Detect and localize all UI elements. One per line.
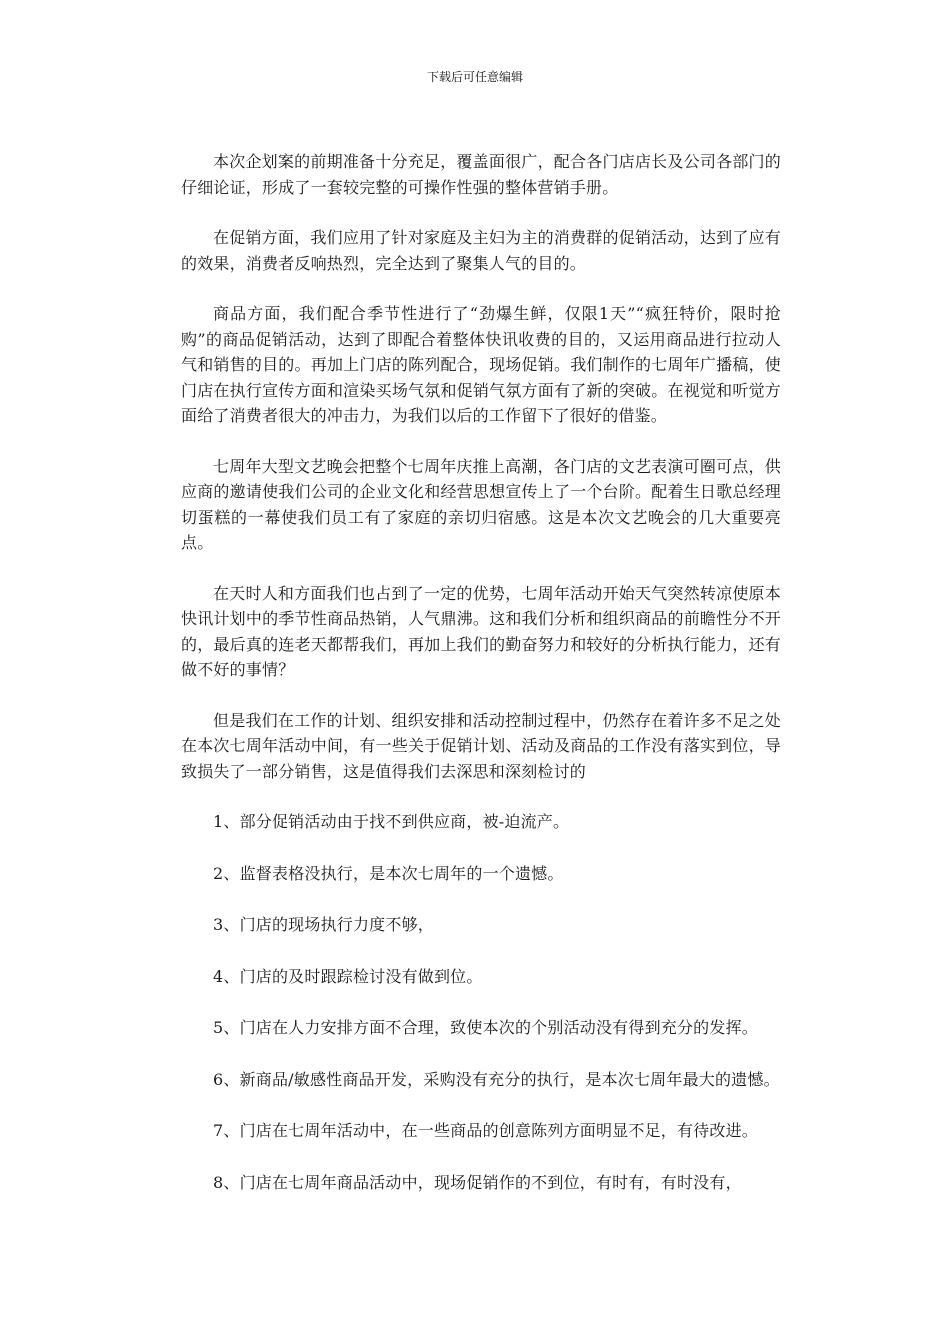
list-item: 8、门店在七周年商品活动中，现场促销作的不到位，有时有，有时没有， — [213, 1172, 742, 1192]
paragraph-preparation: 本次企划案的前期准备十分充足，覆盖面很广，配合各门店店长及公司各部门的仔细论证，形成了一套较完整的可操作性强的整体营销手册。 — [181, 152, 781, 197]
list-item: 5、门店在人力安排方面不合理，致使本次的个别活动没有得到充分的发挥。 — [213, 1018, 758, 1037]
list-item: 3、门店的现场执行力度不够， — [213, 915, 434, 934]
document-body — [181, 149, 781, 1221]
list-item: 6、新商品/敏感性商品开发，采购没有充分的执行，是本次七周年最大的遗憾。 — [213, 1069, 780, 1089]
paragraph-promotion: 在促销方面，我们应用了针对家庭及主妇为主的消费群的促销活动，达到了应有的效果，消费者反响热烈，完全达到了聚集人气的目的。 — [181, 228, 781, 273]
paragraph-shortcomings: 但是我们在工作的计划、组织安排和活动控制过程中，仍然存在着许多不足之处在本次七周年活动中间，有一些关于促销计划、活动及商品的工作没有落实到位，导致损失了一部分销售，这是值得我们去深思和深刻检讨的 — [181, 710, 781, 781]
list-item: 7、门店在七周年活动中，在一些商品的创意陈列方面明显不足，有待改进。 — [213, 1121, 758, 1140]
paragraph-advantage: 在天时人和方面我们也占到了一定的优势，七周年活动开始天气突然转凉使原本快讯计划中的季节性商品热销，人气鼎沸。这和我们分析和组织商品的前瞻性分不开的，最后真的连老天都帮我们，再加上我们的勤奋努力和较好的分析执行能力，还有做不好的事情？ — [181, 583, 781, 679]
page-header: 下载后可任意编辑 — [426, 70, 523, 84]
list-item: 2、监督表格没执行，是本次七周年的一个遗憾。 — [213, 863, 564, 883]
list-item: 4、门店的及时跟踪检讨没有做到位。 — [213, 966, 483, 986]
paragraph-merchandise: 商品方面，我们配合季节性进行了“劲爆生鲜，仅限1天”“疯狂特价，限时抢购”的商品促销活动，达到了即配合着整体快讯收费的目的，又运用商品进行拉动人气和销售的目的。再加上门店的陈列配合，现场促销。我们制作的七周年广播稿，使门店在执行宣传方面和渲染买场气氛和促销气氛方面有了新的突破。在视觉和听觉方面给了消费者很大的冲击力，为我们以后的工作留下了很好的借鉴。 — [181, 304, 781, 425]
paragraph-gala: 七周年大型文艺晚会把整个七周年庆推上高潮，各门店的文艺表演可圈可点，供应商的邀请使我们公司的企业文化和经营思想宣传上了一个台阶。配着生日歌总经理切蛋糕的一幕使我们员工有了家庭的亲切归宿感。这是本次文艺晚会的几大重要亮点。 — [181, 456, 781, 552]
list-item: 1、部分促销活动由于找不到供应商，被-迫流产。 — [213, 812, 570, 831]
